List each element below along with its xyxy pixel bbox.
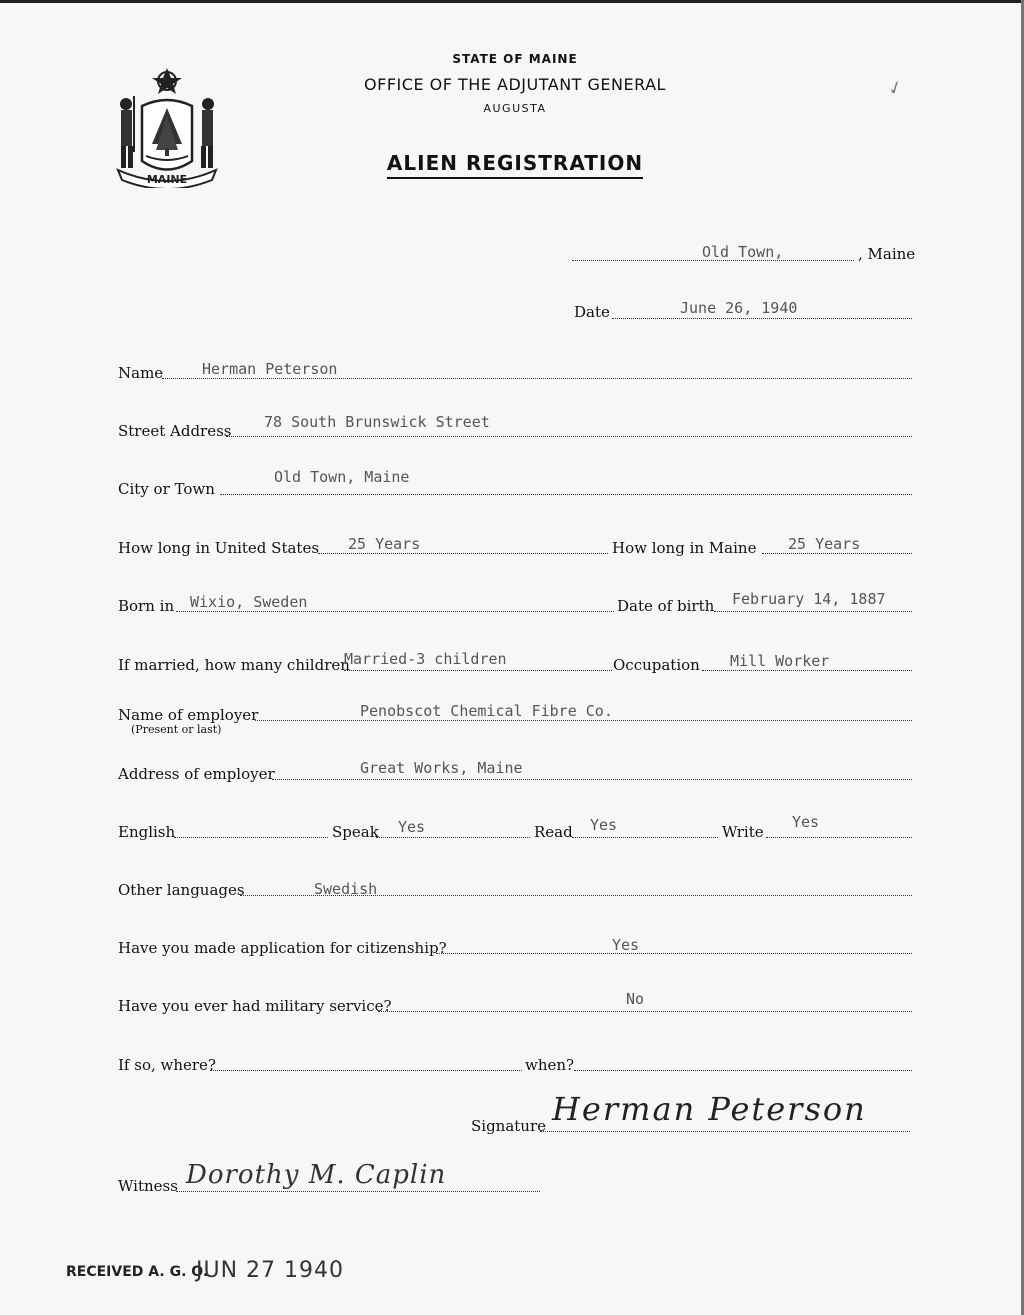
born-label: Born in xyxy=(118,597,175,615)
military-line xyxy=(378,1011,912,1012)
header-state: STATE OF MAINE xyxy=(452,52,578,66)
dob-line xyxy=(714,611,912,612)
seal-banner-text: MAINE xyxy=(146,173,188,186)
maine-duration-value: 25 Years xyxy=(788,535,861,553)
form-title xyxy=(0,151,1024,179)
name-label: Name xyxy=(118,364,164,382)
witness-label: Witness xyxy=(118,1177,178,1195)
when-line xyxy=(574,1070,912,1071)
employer-label: Name of employer xyxy=(118,706,259,724)
city-label: City or Town xyxy=(118,480,215,498)
scan-edge-top xyxy=(0,0,1024,3)
header-office: OFFICE OF THE ADJUTANT GENERAL xyxy=(364,75,666,94)
english-label: English xyxy=(118,823,176,841)
employer-sublabel: (Present or last) xyxy=(131,723,222,736)
us-duration-label: How long in United States xyxy=(118,539,320,557)
place-value: Old Town, xyxy=(702,243,784,261)
header-city: AUGUSTA xyxy=(483,102,547,115)
citizenship-line xyxy=(436,953,912,954)
write-value: Yes xyxy=(792,813,820,831)
where-line xyxy=(210,1070,522,1071)
city-value: Old Town, Maine xyxy=(274,468,410,486)
employer-address-value: Great Works, Maine xyxy=(360,759,523,777)
read-value: Yes xyxy=(590,816,618,834)
read-line xyxy=(572,837,718,838)
where-label: If so, where? xyxy=(118,1056,216,1074)
street-label: Street Address xyxy=(118,422,232,440)
children-label: If married, how many children xyxy=(118,656,350,674)
employer-line xyxy=(255,720,912,721)
place-suffix: , Maine xyxy=(858,245,916,263)
other-languages-label: Other languages xyxy=(118,881,245,899)
speak-value: Yes xyxy=(398,818,426,836)
citizenship-value: Yes xyxy=(612,936,640,954)
date-line xyxy=(612,318,912,319)
signature-label: Signature xyxy=(471,1117,547,1135)
city-line xyxy=(220,494,912,495)
employer-address-label: Address of employer xyxy=(118,765,275,783)
name-line xyxy=(162,378,912,379)
employer-address-line xyxy=(272,779,912,780)
signature-line xyxy=(540,1131,910,1132)
us-duration-value: 25 Years xyxy=(348,535,421,553)
us-duration-line xyxy=(318,553,608,554)
born-value: Wixio, Sweden xyxy=(190,593,308,611)
children-value: Married-3 children xyxy=(344,650,507,668)
name-value: Herman Peterson xyxy=(202,360,338,378)
check-mark-icon: ✓ xyxy=(884,76,907,101)
military-label: Have you ever had military service? xyxy=(118,997,392,1015)
street-line xyxy=(226,436,912,437)
speak-label: Speak xyxy=(332,823,379,841)
maine-duration-line xyxy=(762,553,912,554)
dob-value: February 14, 1887 xyxy=(732,590,886,608)
english-line xyxy=(174,837,328,838)
speak-line xyxy=(376,837,530,838)
other-languages-value: Swedish xyxy=(314,880,378,898)
citizenship-label: Have you made application for citizenship? xyxy=(118,939,447,957)
signature-handwriting: Herman Peterson xyxy=(552,1090,867,1128)
witness-handwriting: Dorothy M. Caplin xyxy=(186,1160,447,1190)
read-label: Read xyxy=(534,823,573,841)
street-value: 78 South Brunswick Street xyxy=(264,413,490,431)
form-title-text: ALIEN REGISTRATION xyxy=(387,151,643,179)
received-stamp: RECEIVED A. G. O. xyxy=(66,1264,209,1280)
maine-duration-label: How long in Maine xyxy=(612,539,757,557)
dob-label: Date of birth xyxy=(617,597,715,615)
children-line xyxy=(344,670,612,671)
born-line xyxy=(176,611,614,612)
write-label: Write xyxy=(722,823,764,841)
received-stamp-date: JUN 27 1940 xyxy=(196,1258,345,1283)
employer-value: Penobscot Chemical Fibre Co. xyxy=(360,702,613,720)
military-value: No xyxy=(626,990,645,1008)
occupation-label: Occupation xyxy=(613,656,700,674)
occupation-value: Mill Worker xyxy=(730,652,830,670)
date-value: June 26, 1940 xyxy=(680,299,798,317)
occupation-line xyxy=(702,670,912,671)
write-line xyxy=(766,837,912,838)
witness-line xyxy=(176,1191,540,1192)
when-label: when? xyxy=(525,1056,575,1074)
date-label: Date xyxy=(574,303,610,321)
